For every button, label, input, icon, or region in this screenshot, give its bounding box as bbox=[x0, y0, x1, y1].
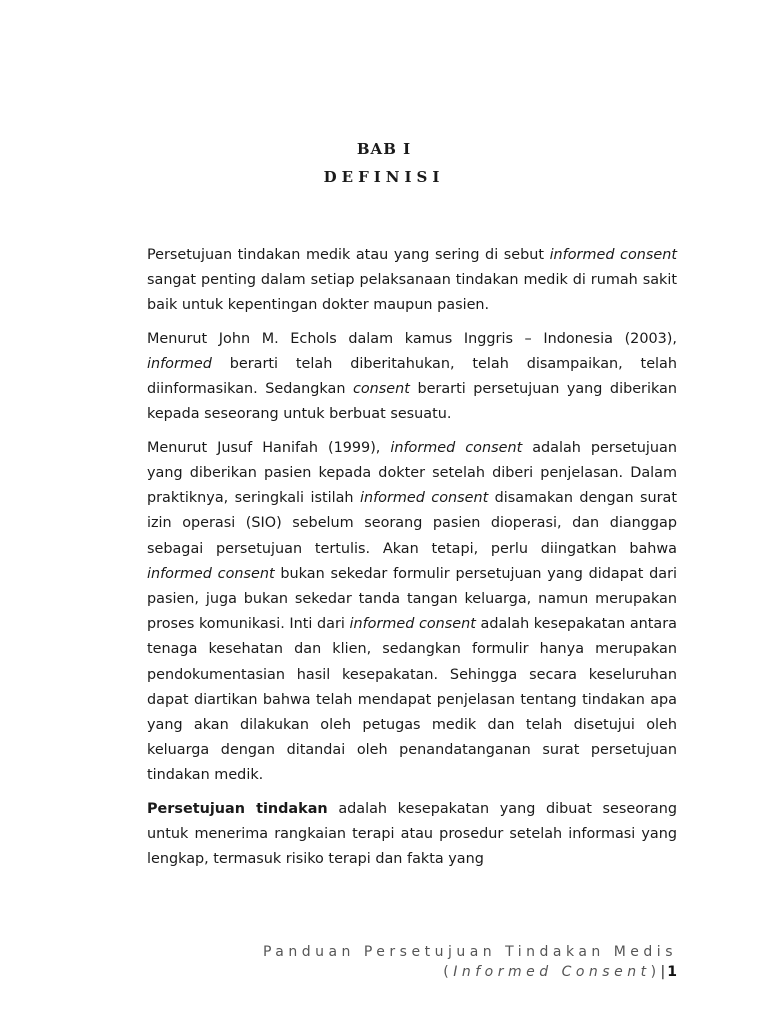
chapter-title: DEFINISI bbox=[323, 168, 445, 186]
footer-italic-term: Informed Consent bbox=[453, 964, 651, 980]
text-run: sangat penting dalam setiap pelaksanaan tindakan medik di rumah sakit baik untuk kepentingan dokter maupun pasien. bbox=[147, 272, 677, 314]
text-run: adalah kesepakatan yang dibuat seseorang untuk menerima rangkaian terapi atau prosedur setelah informasi yang lengkap, termasuk risiko terapi dan fakta yang bbox=[147, 800, 677, 868]
italic-term: informed consent bbox=[359, 490, 489, 507]
text-run: disamakan dengan surat izin operasi (SIO) sebelum seorang pasien dioperasi, dan dianggap sebagai persetujuan tertulis. Akan tetapi, perlu diingatkan bahwa bbox=[147, 490, 677, 557]
paragraph-4 bbox=[147, 797, 677, 873]
italic-term: informed consent bbox=[549, 247, 677, 263]
footer-paren-open: ( bbox=[443, 964, 454, 980]
text-run: Persetujuan tindakan medik atau yang sering di sebut bbox=[147, 247, 550, 263]
body-text bbox=[147, 243, 677, 881]
page-number: 1 bbox=[667, 964, 677, 980]
footer-subtitle bbox=[117, 964, 677, 980]
text-run: adalah kesepakatan antara tenaga kesehatan dan klien, sedangkan formulir hanya merupakan pendokumentasian hasil kesepakatan. Sehingga secara keseluruhan dapat diartikan bahwa telah mendapat penjelasan tentang tindakan apa yang akan dilakukan oleh petugas medik dan telah disetujui oleh keluarga dengan ditandai oleh penandatanganan surat persetujuan tindakan medik. bbox=[147, 616, 677, 784]
footer-paren-close: ) bbox=[650, 964, 661, 980]
text-run: adalah persetujuan yang diberikan pasien kepada dokter setelah diberi penjelasan. Dalam praktiknya, seringkali istilah bbox=[147, 439, 677, 507]
italic-term: informed consent bbox=[349, 616, 476, 633]
text-run: berarti telah diberitahukan, telah disampaikan, telah diinformasikan. Sedangkan bbox=[147, 356, 677, 398]
text-run: Menurut John M. Echols dalam kamus Inggris – Indonesia (2003), bbox=[147, 330, 677, 347]
italic-term: informed consent bbox=[147, 565, 275, 582]
italic-term: informed consent bbox=[390, 439, 523, 456]
italic-term: consent bbox=[352, 381, 410, 398]
bold-term: Persetujuan tindakan bbox=[147, 800, 328, 817]
chapter-number: BAB I bbox=[356, 140, 412, 158]
footer-title: Panduan Persetujuan Tindakan Medis bbox=[262, 944, 677, 960]
paragraph-3 bbox=[147, 436, 677, 789]
paragraph-2 bbox=[147, 327, 677, 428]
paragraph-1 bbox=[147, 243, 677, 319]
italic-term: informed bbox=[147, 356, 212, 372]
text-run: Menurut Jusuf Hanifah (1999), bbox=[147, 439, 391, 456]
text-run: bukan sekedar formulir persetujuan yang didapat dari pasien, juga bukan sekedar tanda tangan keluarga, namun merupakan proses komunikasi. Inti dari bbox=[147, 565, 677, 633]
footer-separator: | bbox=[660, 964, 668, 980]
text-run: berarti persetujuan yang diberikan kepada seseorang untuk berbuat sesuatu. bbox=[147, 381, 677, 423]
